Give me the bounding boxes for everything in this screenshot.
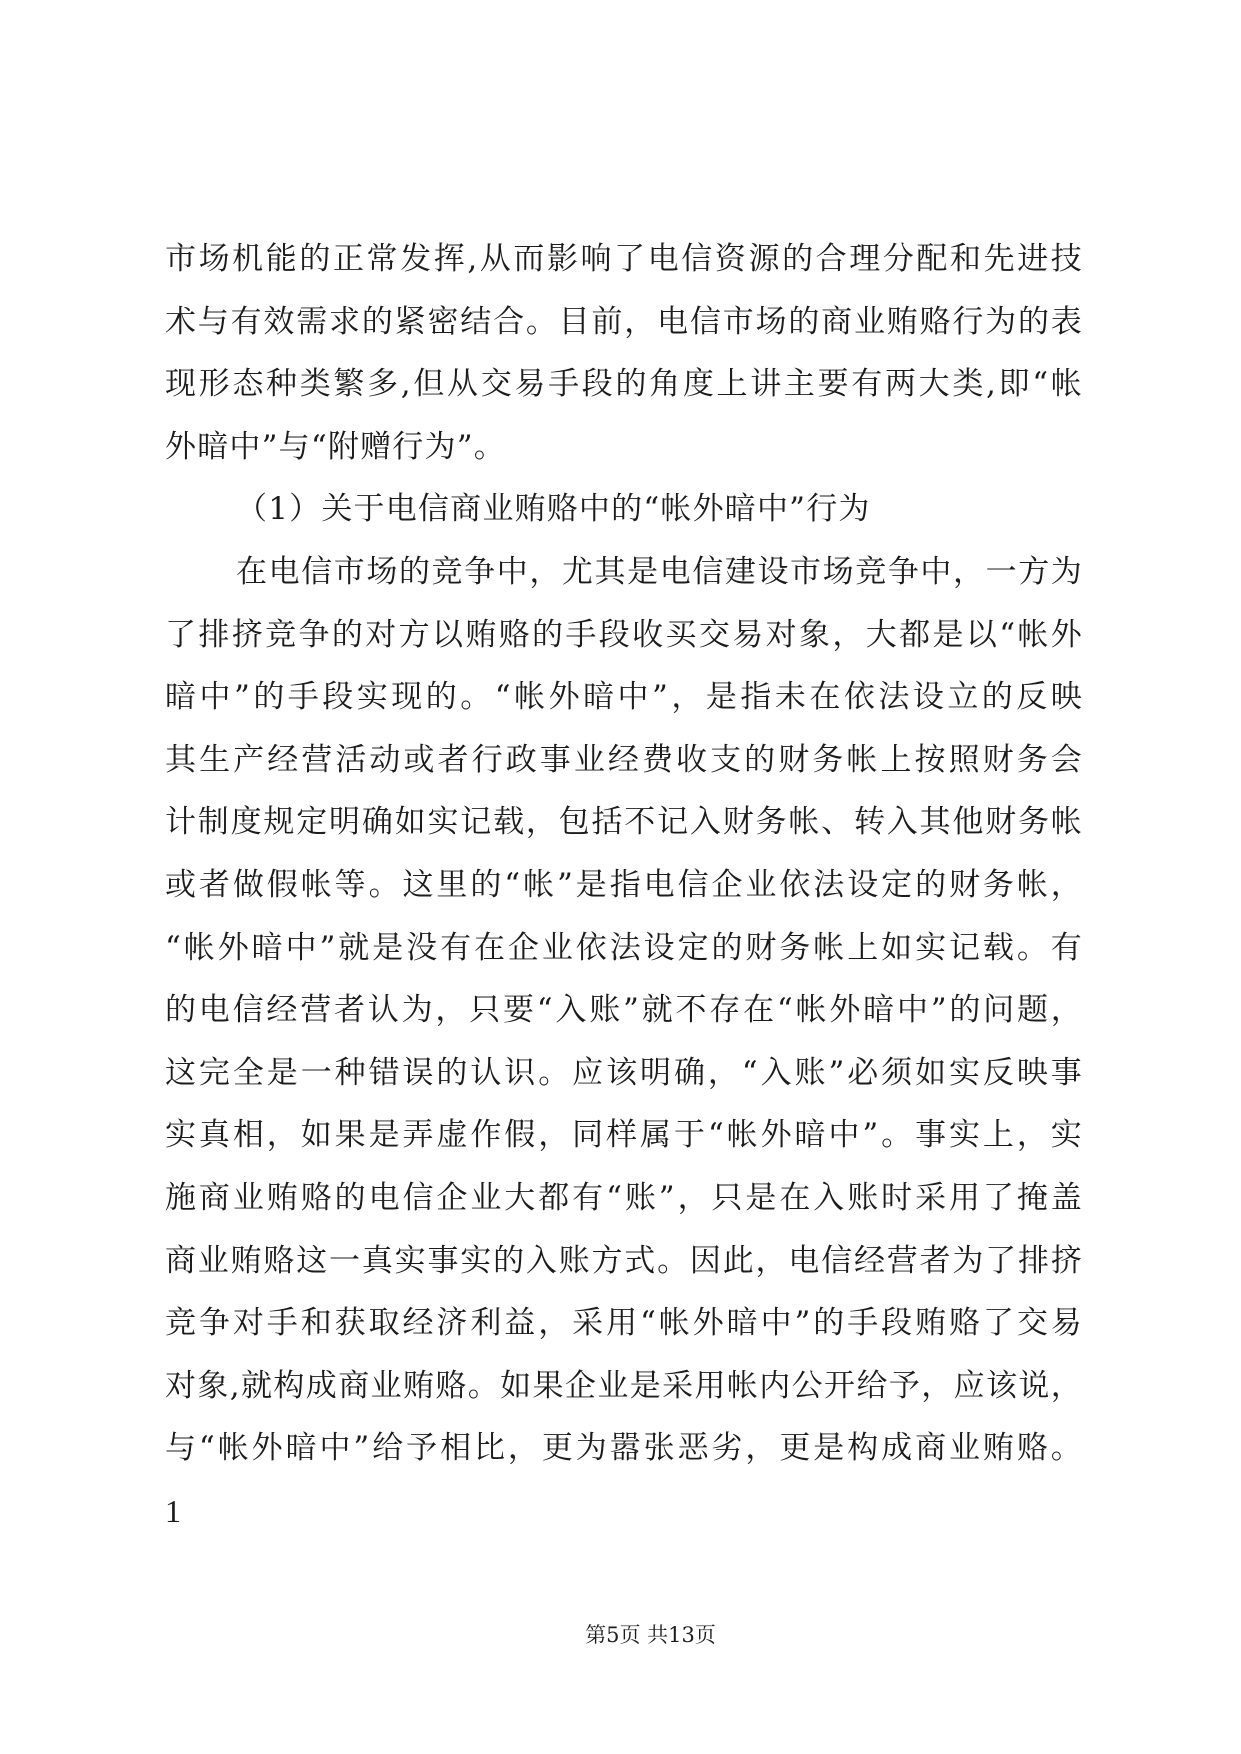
body-line: 竞争对手和获取经济利益，采用“帐外暗中”的手段贿赂了交易	[165, 1305, 1083, 1342]
body-line: 这完全是一种错误的认识。应该明确，“入账”必须如实反映事	[165, 1054, 1083, 1091]
body-line: 在电信市场的竞争中，尤其是电信建设市场竞争中，一方为	[236, 553, 1083, 590]
body-line: 现形态种类繁多,但从交易手段的角度上讲主要有两大类,即“帐	[165, 366, 1083, 403]
page-marker: 1	[165, 1492, 181, 1529]
document-body	[165, 228, 1083, 1542]
body-line: 了排挤竞争的对方以贿赂的手段收买交易对象，大都是以“帐外	[165, 616, 1083, 653]
body-line: 计制度规定明确如实记载，包括不记入财务帐、转入其他财务帐	[165, 804, 1083, 841]
page-footer: 第5页 共13页	[585, 1623, 716, 1647]
body-line: 的电信经营者认为，只要“入账”就不存在“帐外暗中”的问题，	[165, 992, 1083, 1029]
paragraph-continued	[165, 228, 1083, 478]
body-line: 暗中”的手段实现的。“帐外暗中”，是指未在依法设立的反映	[165, 679, 1083, 716]
body-line: “帐外暗中”就是没有在企业依法设定的财务帐上如实记载。有	[165, 929, 1083, 966]
body-line: 其生产经营活动或者行政事业经费收支的财务帐上按照财务会	[165, 741, 1083, 778]
body-line: 外暗中”与“附赠行为”。	[165, 428, 506, 465]
body-line: 对象,就构成商业贿赂。如果企业是采用帐内公开给予，应该说，	[165, 1367, 1083, 1404]
paragraph-main	[165, 541, 1083, 1480]
body-line: 实真相，如果是弄虚作假，同样属于“帐外暗中”。事实上，实	[165, 1117, 1083, 1154]
body-line: 施商业贿赂的电信企业大都有“账”，只是在入账时采用了掩盖	[165, 1179, 1083, 1216]
body-line: 商业贿赂这一真实事实的入账方式。因此，电信经营者为了排挤	[165, 1242, 1083, 1279]
body-line: 或者做假帐等。这里的“帐”是指电信企业依法设定的财务帐，	[165, 866, 1083, 903]
body-line: 市场机能的正常发挥,从而影响了电信资源的合理分配和先进技	[165, 241, 1083, 277]
body-line: 术与有效需求的紧密结合。目前，电信市场的商业贿赂行为的表	[165, 303, 1083, 340]
body-line: 与“帐外暗中”给予相比，更为嚣张恶劣，更是构成商业贿赂。	[165, 1430, 1083, 1467]
section-heading: （1）关于电信商业贿赂中的“帐外暗中”行为	[236, 491, 871, 528]
